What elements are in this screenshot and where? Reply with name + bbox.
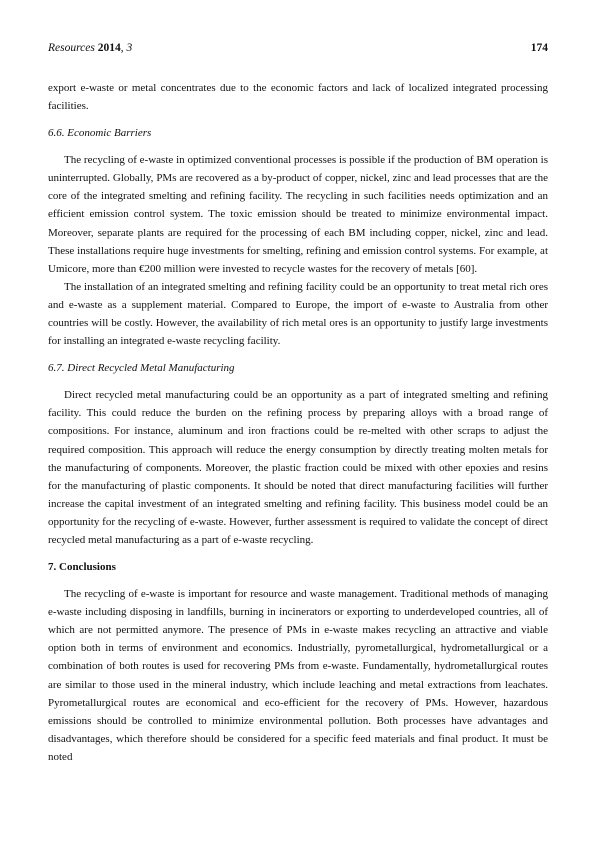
paragraph-economic-barriers-2: The installation of an integrated smelting and refining facility could be an opportunity to treat metal rich ores and e-waste as a supplement material. Compared to Europe, the import of e-waste to Australia from other countries will be costly. However, the availability of rich metal ores is an opportunity to justify large investments for installing an integrated e-waste recycling facility. [48,280,548,348]
journal-year: 2014 [97,42,121,54]
paragraph-conclusions: The recycling of e-waste is important for resource and waste management. Traditional methods of managing e-waste including disposing in landfills, burning in incinerators or exporting to underdeveloped countries, all of which are not permitted anymore. The presence of PMs in e-waste makes recycling an attractive and viable option both in terms of environment and economics. Industrially, pyrometallurgical, hydrometallurgical or a combination of both routes is used for recovering PMs from e-waste. Fundamentally, hydrometallurgical routes are similar to those used in the mineral industry, which include leaching and metal extractions from leachates. Pyrometallurgical routes are economical and eco-efficient for the recovery of PMs. However, hazardous emissions should be controlled to minimize environmental pollution. Both processes have advantages and disadvantages, which therefore should be considered for a specific feed materials and final product. It must be noted [48,588,548,763]
page-number: 174 [530,42,548,54]
paragraph-continued: export e-waste or metal concentrates due to the economic factors and lack of localized integrated processing facilities. [48,82,548,113]
section-heading-economic-barriers: 6.6. Economic Barriers [48,127,152,140]
section-heading-direct-recycled-metal: 6.7. Direct Recycled Metal Manufacturing [48,362,235,375]
running-header [48,42,548,58]
paragraph-direct-recycled-metal: Direct recycled metal manufacturing could be an opportunity as a part of integrated smelting and refining facility. This could reduce the burden on the refining process by preparing alloys with a broad range of compositions. For instance, aluminum and iron fractions could be re-melted with other scraps to adjust the required composition. This approach will reduce the energy consumption by directly treating molten metals for the manufacturing of components. Moreover, the plastic fraction could be mixed with other epoxies and resins for the manufacturing of plastic components. It should be noted that direct manufacturing facilities will further increase the capital investment of an integrated smelting and refining facility. This business model could be an opportunity for the recycling of e-waste. However, further assessment is required to validate the concept of direct recycled metal manufacturing as a part of e-waste recycling. [48,389,548,546]
journal-citation: Resources 2014, 3 [48,42,133,54]
journal-name: Resources [48,42,95,54]
paragraph-economic-barriers-1: The recycling of e-waste in optimized conventional processes is possible if the production of BM operation is uninterrupted. Globally, PMs are recovered as a by-product of copper, nickel, zinc and lead processes that are the core of the integrated smelting and refining facility. The recycling in such facilities needs optimization and an efficient emission control system. The toxic emission should be treated to minimize environmental impact. Moreover, separate plants are required for the processing of each BM including copper, nickel, zinc and lead. These installations require huge investments for smelting, refining and emission control systems. For example, at Umicore, more than €200 million were invested to recycle wastes for the recovery of metals [60]. [48,154,548,275]
section-heading-conclusions: 7. Conclusions [48,561,116,574]
journal-volume: 3 [126,42,133,54]
article-body [48,79,548,766]
